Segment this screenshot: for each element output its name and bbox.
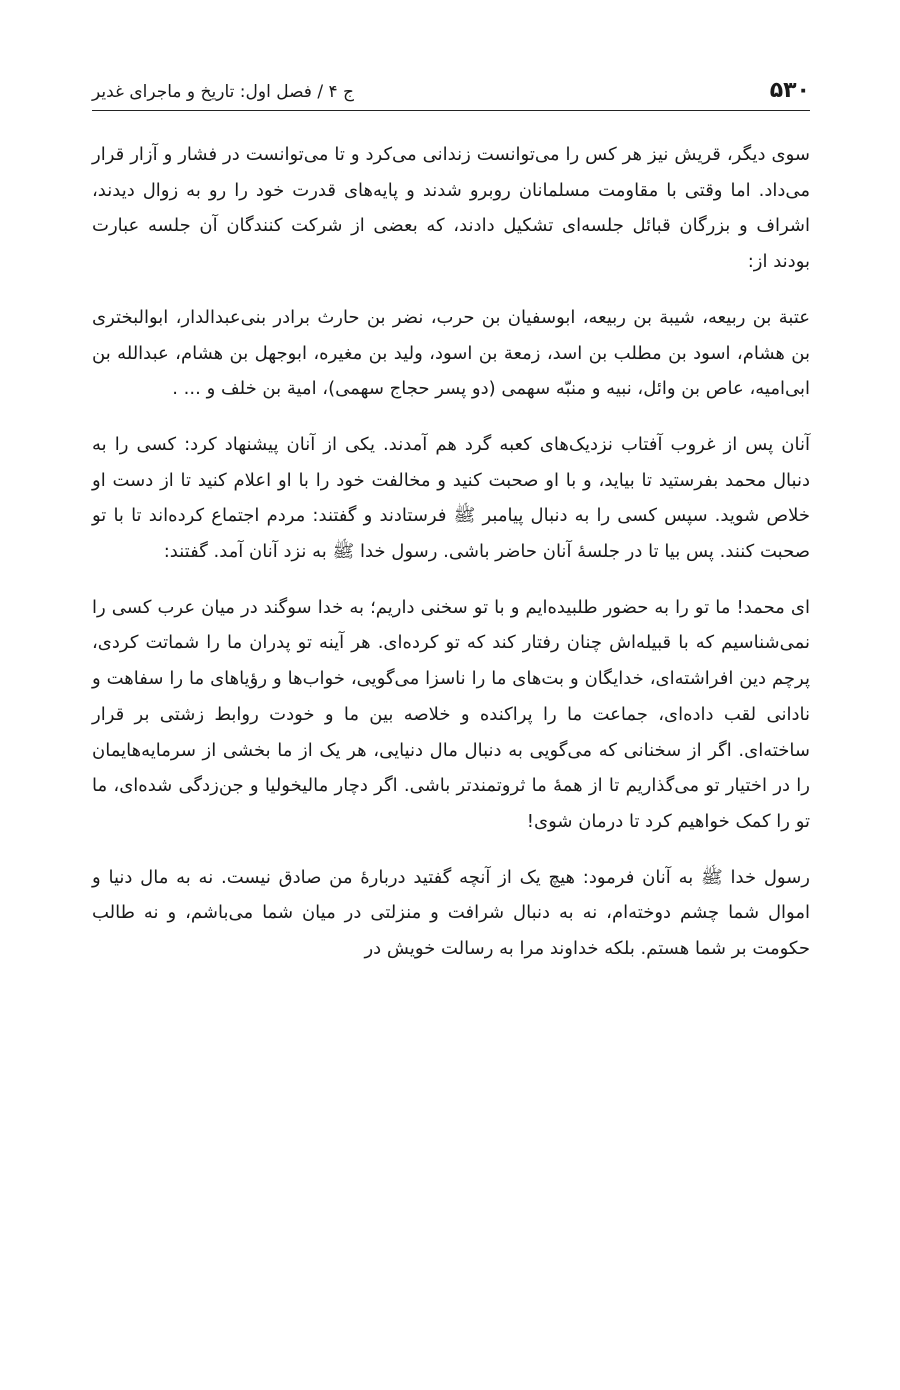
page-header	[92, 60, 810, 111]
paragraph: عتبة بن ربیعه، شیبة بن ربیعه، ابوسفیان بن حرب، نضر بن حارث برادر بنی‌عبدالدار، ابوالبختری بن هشام، اسود بن مطلب بن اسد، زمعة بن اسود، ولید بن مغیره، ابوجهل بن هشام، عبدالله بن ابی‌امیه، عاص بن وائل، نبیه و منبّه سهمی (دو پسر حجاج سهمی)، امیة بن خلف و ... .	[92, 306, 810, 400]
paragraph: آنان پس از غروب آفتاب نزدیک‌های کعبه گرد هم آمدند. یکی از آنان پیشنهاد کرد: کسی را به دنبال محمد بفرستید تا بیاید، و با او صحبت کنید و مخالفت خود را با او اعلام کنید تا از دست او خلاص شوید. سپس کسی را به دنبال پیامبر ﷺ فرستادند و گفتند: مردم اجتماع کرده‌اند تا با تو صحبت کنند. پس بیا تا در جلسهٔ آنان حاضر باشی. رسول خدا ﷺ به نزد آنان آمد. گفتند:	[92, 433, 810, 563]
book-page	[92, 60, 810, 987]
running-title: ج ۴ / فصل اول: تاریخ و ماجرای غدیر	[92, 82, 355, 102]
page-body	[92, 137, 810, 967]
paragraph: سوی دیگر، قریش نیز هر کس را می‌توانست زندانی می‌کرد و تا می‌توانست در فشار و آزار قرار می‌داد. اما وقتی با مقاومت مسلمانان روبرو شدند و پایه‌های قدرت خود را رو به زوال دیدند، اشراف و بزرگان قبائل جلسه‌ای تشکیل دادند، که بعضی از شرکت کنندگان آن جلسه عبارت بودند از:	[92, 144, 810, 273]
page-number: ۵۳۰	[769, 78, 810, 103]
paragraph: ای محمد! ما تو را به حضور طلبیده‌ایم و با تو سخنی داریم؛ به خدا سوگند در میان عرب کسی را نمی‌شناسیم که با قبیله‌اش چنان رفتار کند که تو کرده‌ای. هر آینه تو پدران ما را شماتت کردی، پرچم دین افراشته‌ای، خدایگان و بت‌های ما را ناسزا می‌گویی، خواب‌ها و رؤیاهای ما را سفاهت و نادانی لقب داده‌ای، جماعت ما را پراکنده و خلاصه بین ما و خودت روابط زشتی بر قرار ساخته‌ای. اگر از سخنانی که می‌گویی به دنبال مال دنیایی، هر یک از ما بخشی از سرمایه‌هایمان را در اختیار تو می‌گذاریم تا از همهٔ ما ثروتمندتر باشی. اگر دچار مالیخولیا و جن‌زدگی شده‌ای، ما تو را کمک خواهیم کرد تا درمان شوی!	[92, 596, 810, 832]
paragraph: رسول خدا ﷺ به آنان فرمود: هیچ یک از آنچه گفتید دربارهٔ من صادق نیست. نه به مال دنیا و اموال شما چشم دوخته‌ام، نه به دنبال شرافت و منزلتی در میان شما می‌باشم، و نه طالب حکومت بر شما هستم. بلکه خداوند مرا به رسالت خویش در	[92, 866, 810, 960]
